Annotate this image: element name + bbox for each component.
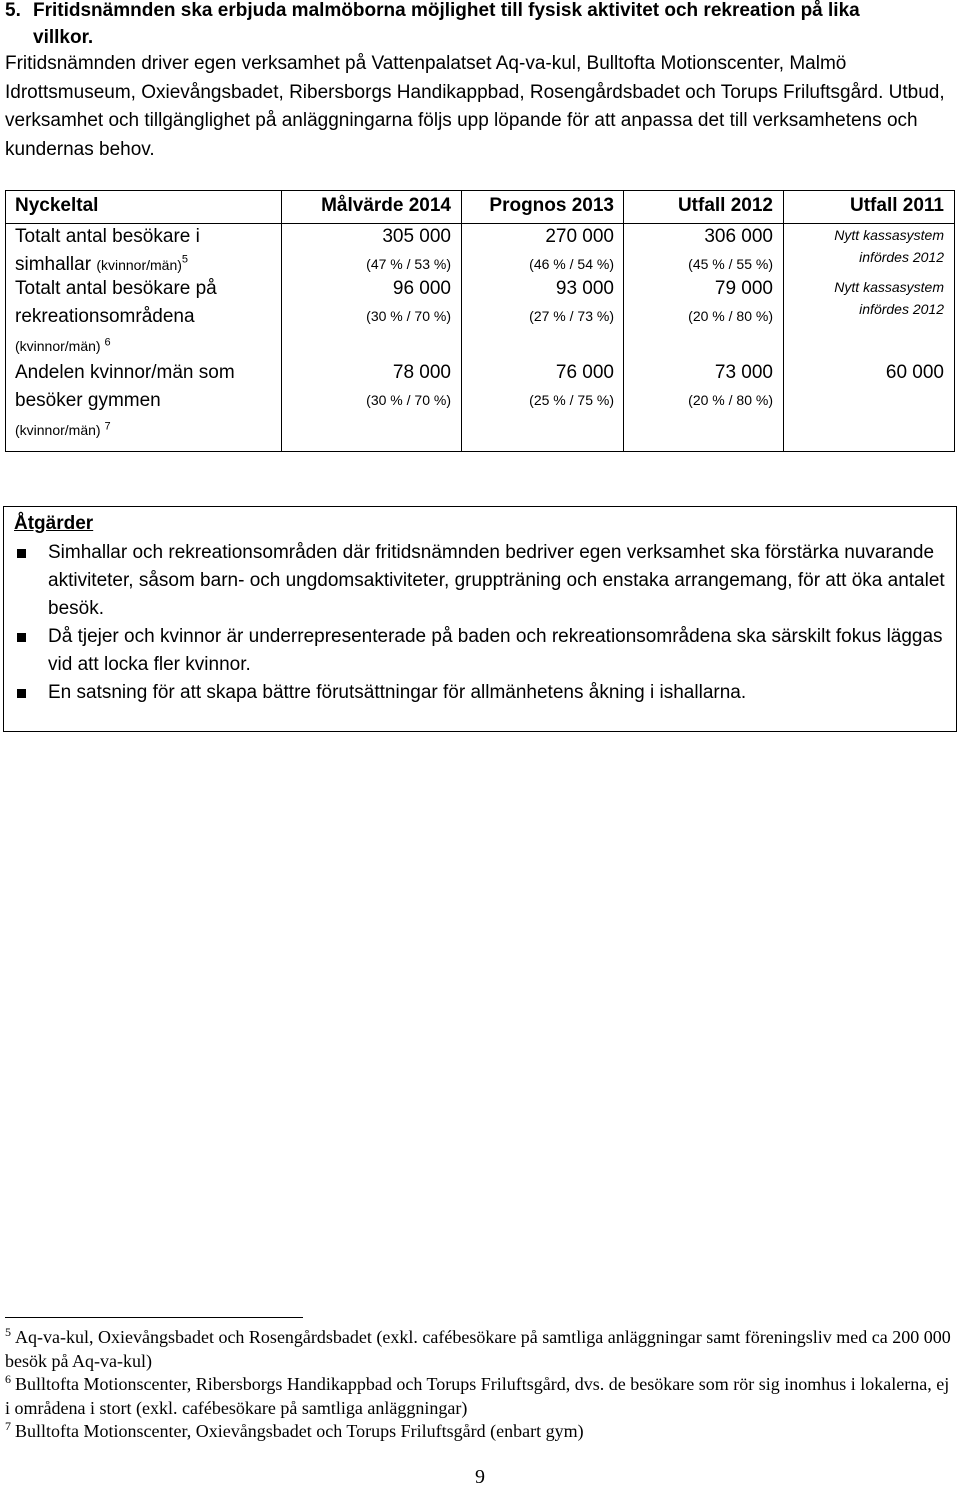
- target-2014-cell: [291, 359, 451, 415]
- row-label-line1: Totalt antal besökare på: [15, 278, 217, 299]
- table-row: [6, 359, 954, 451]
- square-bullet-icon: [17, 633, 26, 642]
- footnote-ref: 7: [104, 420, 111, 433]
- outcome-2011-note-line2: infördes 2012: [859, 301, 944, 317]
- outcome-2011-note-line1: Nytt kassasystem: [834, 279, 944, 295]
- header-outcome-2011: Utfall 2011: [850, 195, 944, 216]
- actions-list: [14, 539, 946, 707]
- outcome-2012-value: 73 000: [714, 362, 773, 383]
- row-unit: (kvinnor/män): [96, 257, 182, 273]
- table-header-row: [6, 191, 954, 224]
- target-2014-split: (47 % / 53 %): [366, 256, 451, 272]
- outcome-2011-value: 60 000: [885, 362, 944, 383]
- outcome-2012-split: (45 % / 55 %): [688, 256, 773, 272]
- footnote-text: Bulltofta Motionscenter, Ribersborgs Handikappbad och Torups Friluftsgård, dvs. de besökare som rör sig inomhus i lokalerna, ej i områdena i stort (exkl. cafébesökare på samtliga anläggningar): [5, 1374, 950, 1418]
- page-number: 9: [475, 1466, 485, 1488]
- outcome-2012-cell: [623, 275, 773, 331]
- target-2014-split: (30 % / 70 %): [366, 308, 451, 324]
- forecast-2013-value: 270 000: [545, 226, 614, 247]
- outcome-2012-cell: [623, 223, 773, 279]
- outcome-2012-split: (20 % / 80 %): [688, 392, 773, 408]
- row-unit: (kvinnor/män): [15, 422, 101, 438]
- header-outcome-2012: Utfall 2012: [677, 195, 773, 216]
- forecast-2013-cell: [461, 275, 614, 331]
- forecast-2013-split: (46 % / 54 %): [529, 256, 614, 272]
- row-unit: (kvinnor/män): [15, 338, 101, 354]
- footnote-number: 6: [5, 1372, 11, 1386]
- footnote-ref: 6: [104, 336, 111, 349]
- outcome-2011-cell: [784, 223, 944, 268]
- footnote: [5, 1420, 955, 1444]
- footnote-number: 5: [5, 1325, 11, 1339]
- action-text: Då tjejer och kvinnor är underrepresenterade på baden och rekreationsområdena ska särskilt fokus läggas vid att locka fler kvinnor.: [48, 626, 943, 675]
- row-label-line2: rekreationsområdena: [15, 306, 195, 327]
- header-target-2014: Målvärde 2014: [321, 195, 451, 216]
- section-heading: [5, 0, 945, 51]
- forecast-2013-cell: [461, 359, 614, 415]
- footnote-separator: [5, 1317, 303, 1318]
- actions-title: Åtgärder: [14, 513, 94, 534]
- footnote-number: 7: [5, 1419, 11, 1433]
- row-label: [15, 275, 280, 361]
- forecast-2013-value: 76 000: [555, 362, 614, 383]
- actions-box: [3, 506, 957, 732]
- outcome-2012-value: 79 000: [714, 278, 773, 299]
- outcome-2011-note-line1: Nytt kassasystem: [834, 227, 944, 243]
- row-label-line1: Totalt antal besökare i: [15, 226, 200, 247]
- square-bullet-icon: [17, 689, 26, 698]
- target-2014-split: (30 % / 70 %): [366, 392, 451, 408]
- forecast-2013-split: (27 % / 73 %): [529, 308, 614, 324]
- forecast-2013-cell: [461, 223, 614, 279]
- target-2014-cell: [291, 223, 451, 279]
- action-text: Simhallar och rekreationsområden där fritidsnämnden bedriver egen verksamhet ska förstärka nuvarande aktiviteter, såsom barn- och ungdomsaktiviteter, gruppträning och enstaka arrangemang, för att öka antalet besök.: [48, 542, 945, 619]
- target-2014-value: 96 000: [392, 278, 451, 299]
- footnote-text: Bulltofta Motionscenter, Oxievångsbadet och Torups Friluftsgård (enbart gym): [15, 1421, 584, 1441]
- action-text: En satsning för att skapa bättre förutsättningar för allmänhetens åkning i ishallarna.: [48, 682, 747, 703]
- row-label-line2: simhallar: [15, 254, 92, 275]
- target-2014-value: 78 000: [392, 362, 451, 383]
- row-label-line2: besöker gymmen: [15, 390, 161, 411]
- header-nyckeltal: Nyckeltal: [15, 195, 99, 216]
- target-2014-cell: [291, 275, 451, 331]
- section-title-line1: Fritidsnämnden ska erbjuda malmöborna möjlighet till fysisk aktivitet och rekreation på lika: [33, 0, 860, 21]
- section-number: 5.: [5, 0, 21, 21]
- outcome-2011-cell: [784, 275, 944, 320]
- outcome-2012-value: 306 000: [704, 226, 773, 247]
- outcome-2011-note-line2: infördes 2012: [859, 249, 944, 265]
- table-row: [6, 223, 954, 275]
- footnote-ref: 5: [181, 253, 189, 266]
- list-item: [14, 539, 946, 623]
- row-label: [15, 223, 280, 279]
- header-forecast-2013: Prognos 2013: [489, 195, 614, 216]
- row-label-line1: Andelen kvinnor/män som: [15, 362, 235, 383]
- forecast-2013-value: 93 000: [555, 278, 614, 299]
- list-item: [14, 623, 946, 679]
- list-item: [14, 679, 946, 707]
- outcome-2012-cell: [623, 359, 773, 415]
- outcome-2012-split: (20 % / 80 %): [688, 308, 773, 324]
- forecast-2013-split: (25 % / 75 %): [529, 392, 614, 408]
- target-2014-value: 305 000: [382, 226, 451, 247]
- square-bullet-icon: [17, 549, 26, 558]
- section-title-line2: villkor.: [33, 27, 94, 48]
- row-label: [15, 359, 280, 445]
- footnotes: [5, 1326, 955, 1444]
- outcome-2011-cell: [784, 359, 944, 385]
- section-intro: Fritidsnämnden driver egen verksamhet på Vattenpalatset Aq-va-kul, Bulltofta Motionscenter, Malmö Idrottsmuseum, Oxievångsbadet, Ribersborgs Handikappbad, Rosengårdsbadet och Torups Friluftsgård. Utbud, verksamhet och tillgänglighet på anläggningarna följs upp löpande för att anpassa det till verksamhetens och kundernas behov.: [5, 53, 945, 160]
- footnote: [5, 1373, 955, 1420]
- kpi-table: [5, 190, 955, 452]
- footnote: [5, 1326, 955, 1373]
- footnote-text: Aq-va-kul, Oxievångsbadet och Rosengårdsbadet (exkl. cafébesökare på samtliga anläggningar samt föreningsliv med ca 200 000 besök på Aq-va-kul): [5, 1327, 951, 1371]
- table-row: [6, 275, 954, 359]
